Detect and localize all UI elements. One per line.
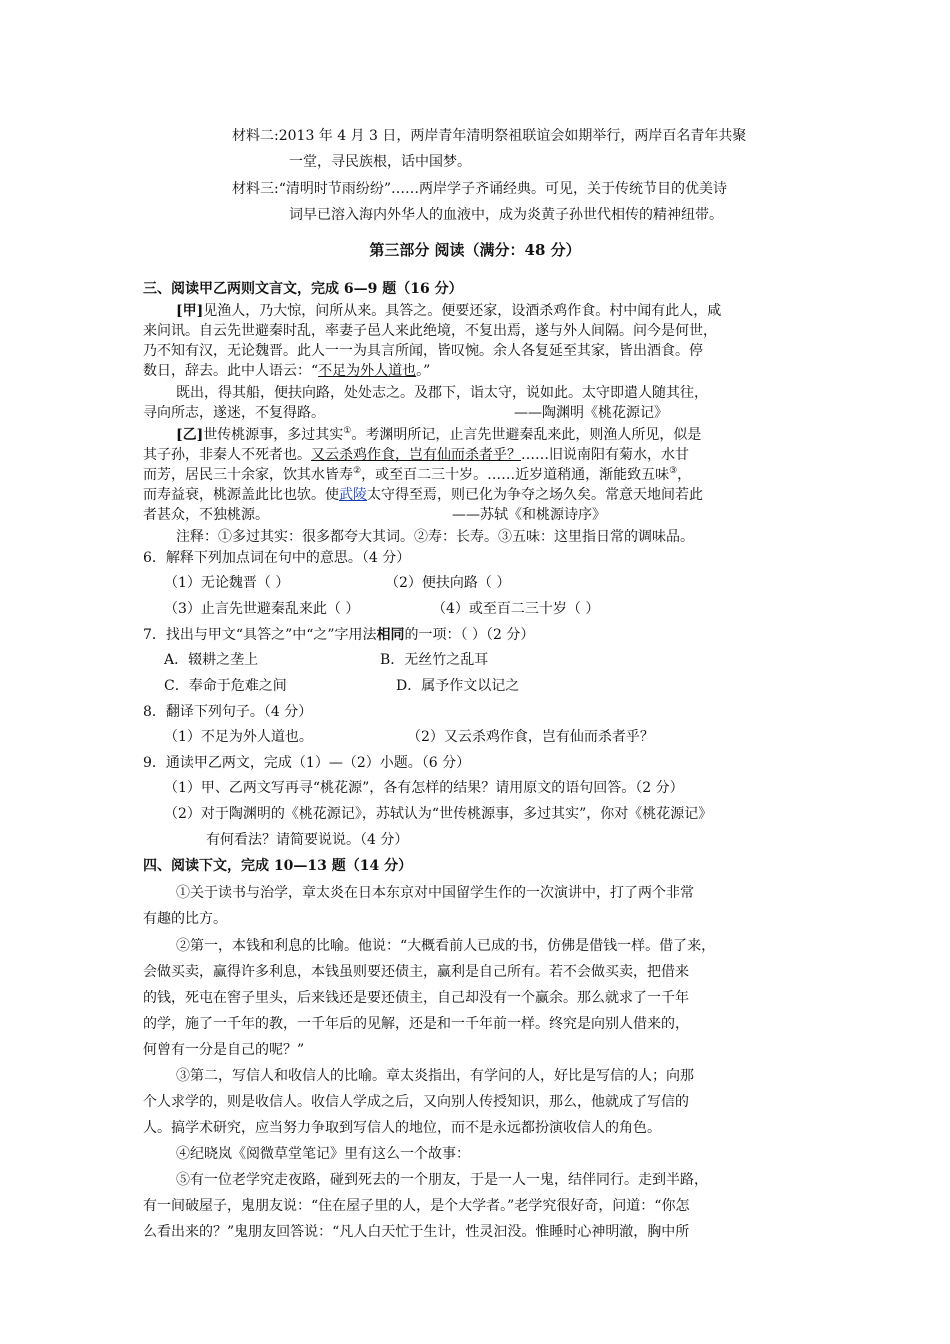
- q9-item-2-line-1: （2）对于陶渊明的《桃花源记》，苏轼认为“世传桃源事，多过其实”，你对《桃花源记》: [164, 806, 713, 822]
- underlined-sentence-yi: 又云杀鸡作食，岂有仙而杀者乎？: [311, 447, 521, 463]
- passage-line: ①关于读书与治学，章太炎在日本东京对中国留学生作的一次演讲中，打了两个非常: [176, 885, 694, 901]
- q6-item-1: （1）无论魏晋（ ）: [164, 575, 290, 591]
- passage-line: 人。搞学术研究，应当努力争取到写信人的地位，而不是永远都扮演收信人的角色。: [143, 1120, 661, 1136]
- q8-item-1: （1）不足为外人道也。: [164, 729, 313, 745]
- passage-line: 个人求学的，则是收信人。收信人学成之后，又向别人传授知识，那么，他就成了写信的: [143, 1094, 689, 1110]
- passage-line: ⑤有一位老学究走夜路，碰到死去的一个朋友，于是一人一鬼，结伴同行。走到半路，: [176, 1172, 708, 1188]
- part-3-title: 第三部分 阅读（满分：48 分）: [369, 241, 581, 259]
- annotation-notes: 注释：①多过其实：很多都夸大其词。②寿：长寿。③五味：这里指日常的调味品。: [176, 529, 694, 545]
- yi-line-5: 者甚众，不独桃源。: [143, 507, 269, 523]
- section-4-heading: 四、阅读下文，完成 10—13 题（14 分）: [143, 858, 413, 874]
- q7-option-c: C．奉命于危难之间: [164, 678, 287, 694]
- jia-line-4: 数日，辞去。此中人语云：“不足为外人道也。”: [143, 363, 431, 379]
- yi-line-1: [乙]世传桃源事，多过其实①。考渊明所记，止言先世避秦乱来此，则渔人所见，似是: [176, 426, 702, 443]
- jia-line-1: [甲]见渔人，乃大惊，问所从来。具答之。便要还家，设酒杀鸡作食。村中闻有此人，咸: [176, 303, 722, 319]
- q9-stem: 9．通读甲乙两文，完成（1）—（2）小题。（6 分）: [143, 755, 471, 771]
- q9-item-1: （1）甲、乙两文写再寻“桃花源”，各有怎样的结果？请用原文的语句回答。（2 分）: [164, 780, 684, 796]
- material-2-line-2: 一堂，寻民族根，话中国梦。: [289, 154, 471, 170]
- passage-line: ④纪晓岚《阅微草堂笔记》里有这么一个故事：: [176, 1146, 470, 1162]
- passage-line: 有趣的比方。: [143, 911, 227, 927]
- q7-option-b: B．无丝竹之乱耳: [380, 652, 489, 668]
- material-2-line-1: 材料二:2013 年 4 月 3 日，两岸青年清明祭祖联谊会如期举行，两岸百名青年共聚: [232, 128, 747, 144]
- passage-line: 会做买卖，赢得许多利息，本钱虽则要还债主，赢利是自己所有。若不会做买卖，把借来: [143, 964, 689, 980]
- material-3-line-2: 词早已溶入海内外华人的血液中，成为炎黄子孙世代相传的精神纽带。: [289, 207, 723, 223]
- jia-line-2: 来问讯。自云先世避秦时乱，率妻子邑人来此绝境，不复出焉，遂与外人间隔。问今是何世，: [143, 323, 717, 339]
- q7-option-d: D．属予作文以记之: [396, 678, 520, 694]
- q8-item-2: （2）又云杀鸡作食，岂有仙而杀者乎？: [407, 729, 654, 745]
- passage-line: 的钱，死屯在窖子里头，后来钱还是要还债主，自己却没有一个赢余。那么就求了一千年: [143, 990, 689, 1006]
- jia-line-5: 既出，得其船，便扶向路，处处志之。及郡下，诣太守，说如此。太守即遣人随其往，: [176, 385, 708, 401]
- wuling-link[interactable]: 武陵: [339, 487, 367, 503]
- q9-item-2-line-2: 有何看法？请简要说说。（4 分）: [206, 832, 409, 848]
- underlined-sentence-jia: 不足为外人道也: [318, 363, 417, 379]
- yi-line-2: 其子孙，非秦人不死者也。又云杀鸡作食，岂有仙而杀者乎？……旧说南阳有菊水，水甘: [143, 447, 689, 463]
- yi-line-4: 而寿益衰，桃源盖此比也欤。使武陵太守得至焉，则已化为争夺之场久矣。常意天地间若此: [143, 487, 703, 503]
- jia-source: ——陶渊明《桃花源记》: [514, 405, 668, 421]
- jia-line-3: 乃不知有汉，无论魏晋。此人一一为具言所闻，皆叹惋。余人各复延至其家，皆出酒食。停: [143, 343, 703, 359]
- passage-line: 有一间破屋子，鬼朋友说：“住在屋子里的人，是个大学者。”老学究很好奇，问道：“你怎: [143, 1198, 690, 1214]
- yi-tag: [乙]: [176, 427, 204, 443]
- jia-tag: [甲]: [176, 303, 204, 319]
- passage-line: ③第二，写信人和收信人的比喻。章太炎指出，有学问的人，好比是写信的人；向那: [176, 1068, 694, 1084]
- q8-stem: 8．翻译下列句子。（4 分）: [143, 704, 313, 720]
- yi-source: ——苏轼《和桃源诗序》: [452, 507, 606, 523]
- q6-stem: 6．解释下列加点词在句中的意思。（4 分）: [143, 550, 411, 566]
- jia-line-6: 寻向所志，遂迷，不复得路。: [143, 405, 325, 421]
- passage-line: ②第一，本钱和利息的比喻。他说：“大概看前人已成的书，仿佛是借钱一样。借了来，: [176, 938, 716, 954]
- q6-item-3: （3）止言先世避秦乱来此（ ）: [164, 601, 360, 617]
- q6-item-4: （4）或至百二三十岁（ ）: [432, 601, 600, 617]
- passage-line: 的学，施了一千年的教，一千年后的见解，还是和一千年前一样。终究是向别人借来的，: [143, 1016, 689, 1032]
- section-3-heading: 三、阅读甲乙两则文言文，完成 6—9 题（16 分）: [143, 281, 463, 297]
- material-3-label: 材料三:: [232, 181, 279, 197]
- material-3-line-1: 材料三:“清明时节雨纷纷”……两岸学子齐诵经典。可见，关于传统节目的优美诗: [232, 181, 728, 197]
- q6-item-2: （2）便扶向路（ ）: [385, 575, 511, 591]
- passage-line: 么看出来的？”鬼朋友回答说：“凡人白天忙于生计，性灵汩没。惟睡时心神明澈，胸中所: [143, 1224, 690, 1240]
- yi-line-3: 而芳，居民三十余家，饮其水皆寿②，或至百二三十岁。……近岁道稍通，渐能致五味③，: [143, 466, 692, 483]
- q7-option-a: A．辍耕之垄上: [164, 652, 259, 668]
- material-2-label: 材料二:: [232, 128, 279, 144]
- passage-line: 何曾有一分是自己的呢？”: [143, 1042, 305, 1058]
- q7-stem: 7．找出与甲文“具答之”中“之”字用法相同的一项：（ ）（2 分）: [143, 627, 535, 643]
